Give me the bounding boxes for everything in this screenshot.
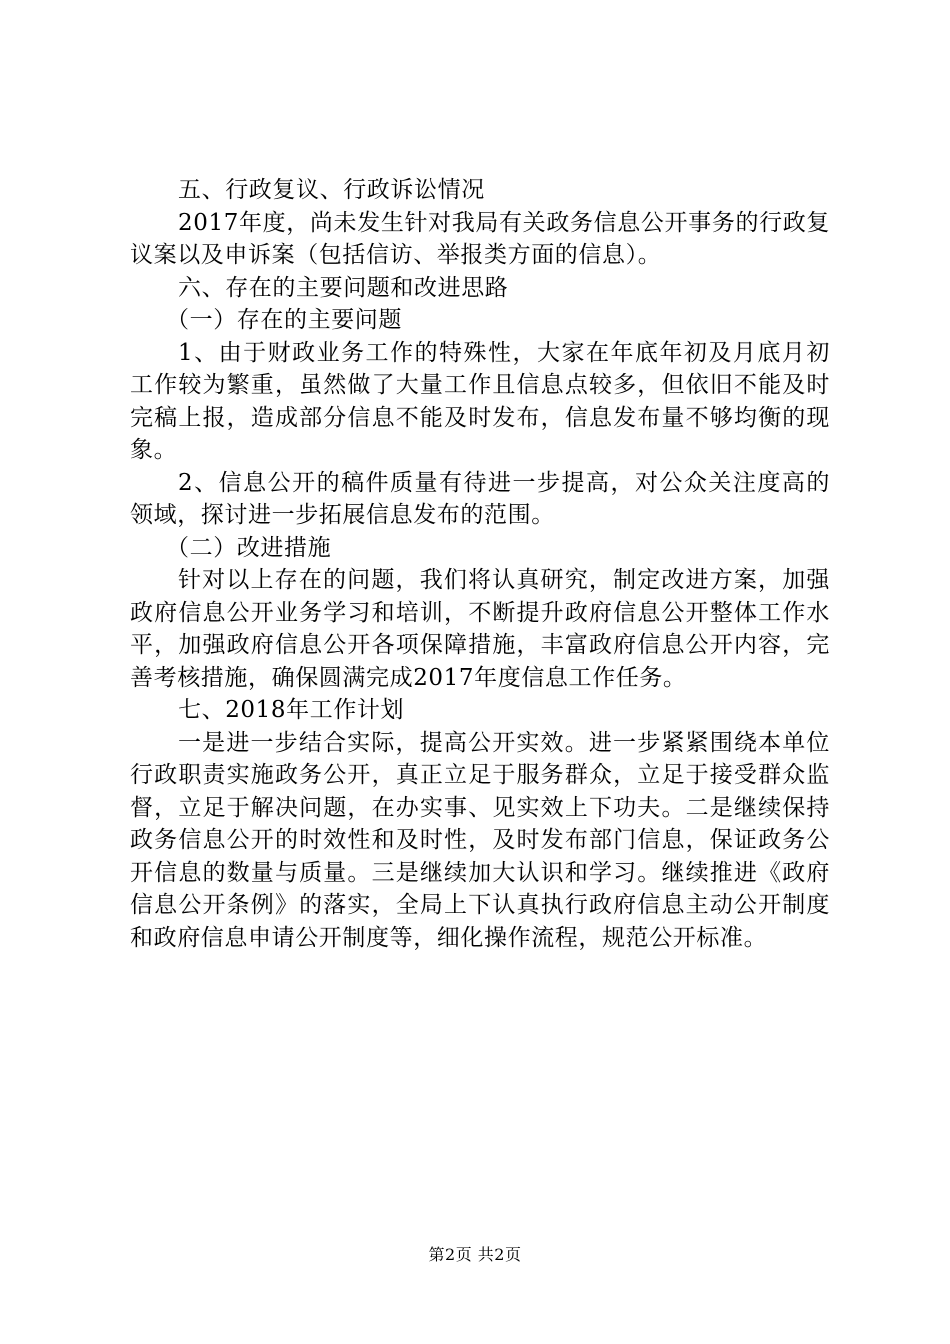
paragraph-improvement-measures: 针对以上存在的问题，我们将认真研究，制定改进方案，加强政府信息公开业务学习和培训，不断提升政府信息公开整体工作水平，加强政府信息公开各项保障措施，丰富政府信息公开内容，完善考核措施，确保圆满完成2017年度信息工作任务。 bbox=[130, 567, 830, 691]
paragraph-review-summary: 2017年度，尚未发生针对我局有关政务信息公开事务的行政复议案以及申诉案（包括信访、举报类方面的信息）。 bbox=[130, 209, 830, 268]
paragraph-problem-2: 2、信息公开的稿件质量有待进一步提高，对公众关注度高的领域，探讨进一步拓展信息发布的范围。 bbox=[130, 469, 830, 528]
paragraph-problem-1: 1、由于财政业务工作的特殊性，大家在年底年初及月底月初工作较为繁重，虽然做了大量工作且信息点较多，但依旧不能及时完稿上报，造成部分信息不能及时发布，信息发布量不够均衡的现象。 bbox=[130, 339, 830, 463]
section-heading-2018-plan: 七、2018年工作计划 bbox=[178, 697, 405, 723]
paragraph-2018-plan: 一是进一步结合实际，提高公开实效。进一步紧紧围绕本单位行政职责实施政务公开，真正立足于服务群众，立足于接受群众监督，立足于解决问题，在办实事、见实效上下功夫。二是继续保持政务信息公开的时效性和及时性，及时发布部门信息，保证政务公开信息的数量与质量。三是继续加大认识和学习。继续推进《政府信息公开条例》的落实，全局上下认真执行政府信息主动公开制度和政府信息申请公开制度等，细化操作流程，规范公开标准。 bbox=[130, 729, 830, 951]
document-body bbox=[130, 174, 830, 954]
subheading-existing-problems: （一）存在的主要问题 bbox=[166, 307, 402, 333]
subheading-improvement-measures: （二）改进措施 bbox=[166, 534, 332, 561]
page-number-footer: 第2页 共2页 bbox=[428, 1245, 522, 1264]
section-heading-main-problems: 六、存在的主要问题和改进思路 bbox=[178, 274, 509, 301]
section-heading-administrative-review: 五、行政复议、行政诉讼情况 bbox=[178, 177, 485, 203]
